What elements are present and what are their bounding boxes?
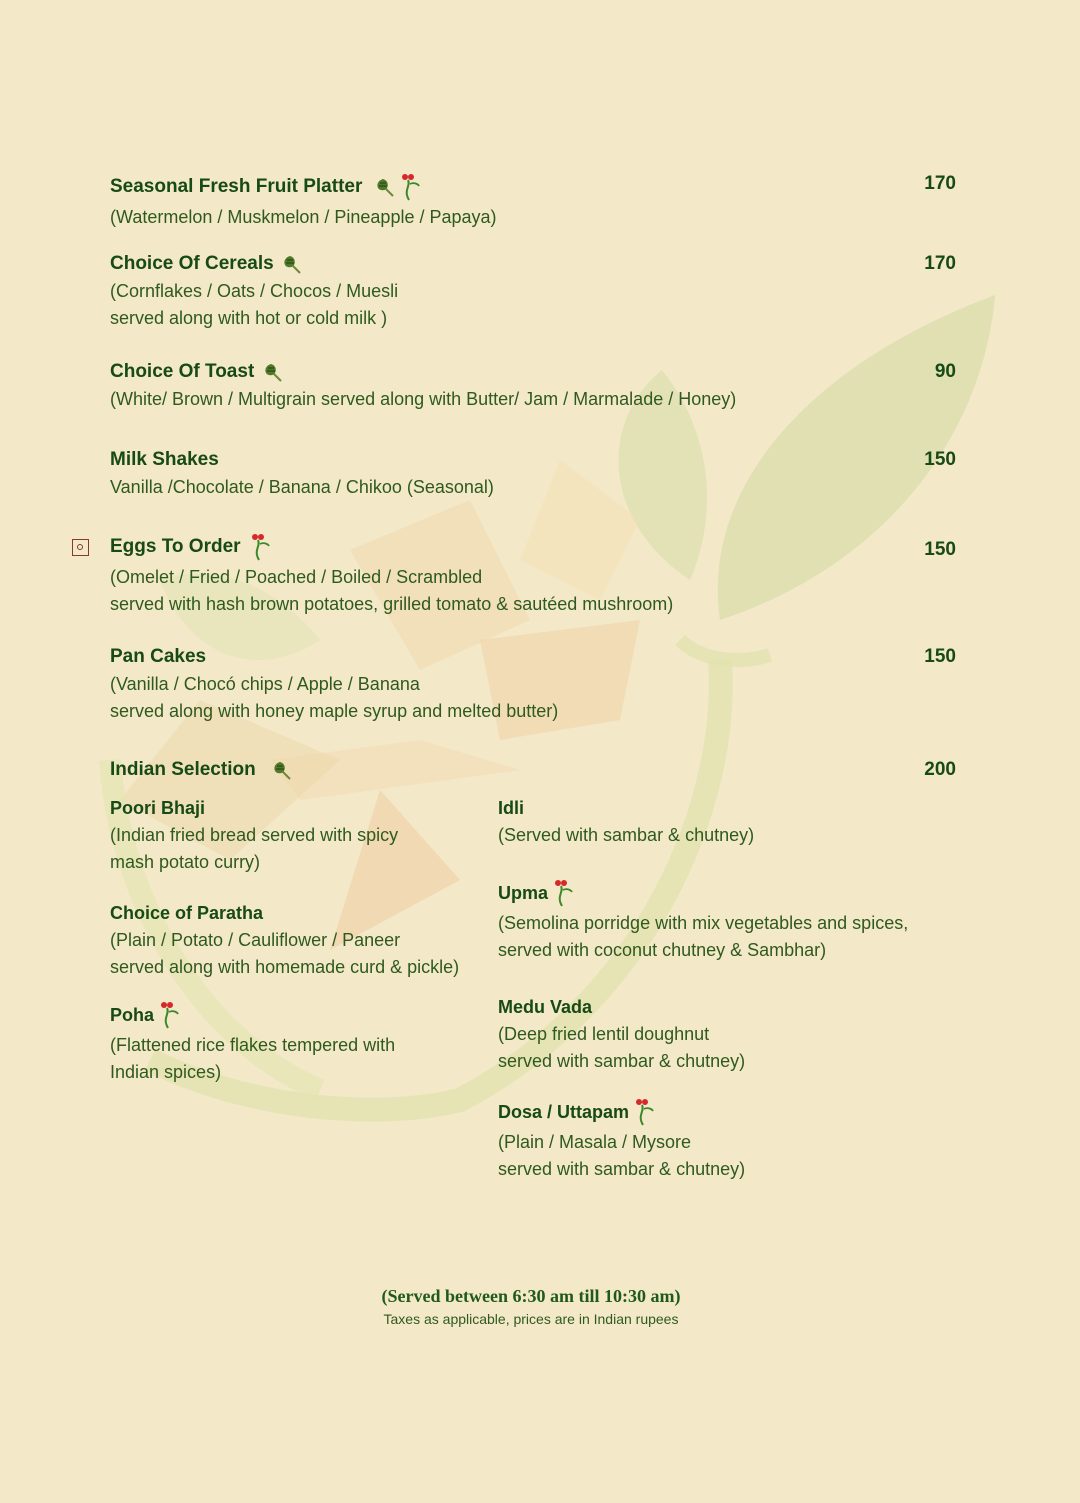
item-name: Pan Cakes: [110, 646, 207, 667]
desc-line: served with sambar & chutney): [498, 1051, 746, 1071]
desc-line: (Vanilla / Chocó chips / Apple / Banana: [110, 674, 420, 694]
item-price: 150: [924, 646, 956, 667]
item-description: [110, 474, 956, 501]
item-description: [110, 671, 956, 725]
item-description: [110, 1032, 395, 1086]
desc-line: (Plain / Potato / Cauliflower / Paneer: [110, 930, 401, 950]
item-description: [110, 386, 956, 413]
item-name: Poori Bhaji: [110, 798, 206, 818]
healthy-sprout-icon: [633, 1097, 655, 1127]
item-name: Poha: [110, 1005, 155, 1025]
section-name: Indian Selection: [110, 759, 256, 780]
item-name: Seasonal Fresh Fruit Platter: [110, 176, 363, 197]
desc-line: (Flattened rice flakes tempered with: [110, 1035, 396, 1055]
menu-item-fruit-platter: [110, 172, 956, 231]
item-name: Choice Of Cereals: [110, 253, 274, 274]
artichoke-icon: [259, 361, 283, 383]
healthy-sprout-icon: [399, 172, 421, 202]
item-price: 90: [934, 361, 956, 382]
item-description: [110, 204, 956, 231]
desc-line: served with coconut chutney & Sambhar): [498, 940, 827, 960]
artichoke-icon: [268, 759, 292, 781]
desc-line: (Indian fried bread served with spicy: [110, 825, 399, 845]
healthy-sprout-icon: [552, 878, 574, 908]
menu-item-pan-cakes: [110, 645, 956, 725]
desc-line: (Omelet / Fried / Poached / Boiled / Scrambled: [110, 567, 483, 587]
menu-item-cereals: [110, 252, 956, 332]
desc-line: (Semolina porridge with mix vegetables and spices,: [498, 913, 909, 933]
desc-line: (Cornflakes / Oats / Chocos / Muesli: [110, 281, 399, 301]
desc-line: (Watermelon / Muskmelon / Pineapple / Papaya): [110, 207, 497, 227]
artichoke-icon: [278, 253, 302, 275]
indian-item-medu-vada: [498, 995, 745, 1075]
item-name: Choice Of Toast: [110, 361, 255, 382]
indian-item-idli: [498, 796, 754, 849]
indian-item-dosa: [498, 1097, 745, 1183]
item-price: 150: [924, 449, 956, 470]
menu-footer: [0, 1286, 1080, 1327]
item-name: Upma: [498, 883, 549, 903]
desc-line: served with sambar & chutney): [498, 1159, 746, 1179]
item-description: [498, 1021, 745, 1075]
item-name: Milk Shakes: [110, 449, 219, 470]
item-price: 170: [924, 253, 956, 274]
item-price: 170: [924, 173, 956, 194]
indian-item-poori-bhaji: [110, 796, 398, 876]
desc-line: served along with homemade curd & pickle): [110, 957, 460, 977]
menu-item-eggs: [110, 532, 956, 618]
item-name: Choice of Paratha: [110, 903, 264, 923]
item-price: 150: [924, 539, 956, 560]
item-description: [498, 822, 754, 849]
indian-item-paratha: [110, 901, 459, 981]
indian-item-poha: [110, 1000, 395, 1086]
desc-line: (White/ Brown / Multigrain served along with Butter/ Jam / Marmalade / Honey): [110, 389, 737, 409]
item-description: [110, 822, 398, 876]
menu-item-toast: [110, 360, 956, 413]
desc-line: served along with honey maple syrup and melted butter): [110, 701, 559, 721]
serving-time: (Served between 6:30 am till 10:30 am): [381, 1286, 681, 1306]
desc-line: Vanilla /Chocolate / Banana / Chikoo (Seasonal): [110, 477, 494, 497]
desc-line: mash potato curry): [110, 852, 261, 872]
item-description: [110, 564, 956, 618]
indian-item-upma: [498, 878, 908, 964]
item-description: [498, 1129, 745, 1183]
item-description: [110, 927, 459, 981]
desc-line: (Deep fried lentil doughnut: [498, 1024, 710, 1044]
desc-line: Indian spices): [110, 1062, 222, 1082]
menu-section-indian: [110, 758, 956, 782]
desc-line: served along with hot or cold milk ): [110, 308, 388, 328]
item-name: Idli: [498, 798, 524, 818]
artichoke-icon: [371, 176, 395, 198]
desc-line: (Served with sambar & chutney): [498, 825, 755, 845]
desc-line: (Plain / Masala / Mysore: [498, 1132, 692, 1152]
healthy-sprout-icon: [158, 1000, 180, 1030]
item-description: [110, 278, 956, 332]
desc-line: served with hash brown potatoes, grilled tomato & sautéed mushroom): [110, 594, 674, 614]
tax-note: Taxes as applicable, prices are in Indian rupees: [383, 1311, 679, 1327]
healthy-sprout-icon: [249, 532, 271, 562]
section-price: 200: [924, 759, 956, 780]
item-name: Dosa / Uttapam: [498, 1102, 630, 1122]
item-name: Medu Vada: [498, 997, 593, 1017]
item-name: Eggs To Order: [110, 536, 241, 557]
menu-item-milk-shakes: [110, 448, 956, 501]
item-description: [498, 910, 908, 964]
non-veg-mark-icon: [72, 539, 89, 556]
